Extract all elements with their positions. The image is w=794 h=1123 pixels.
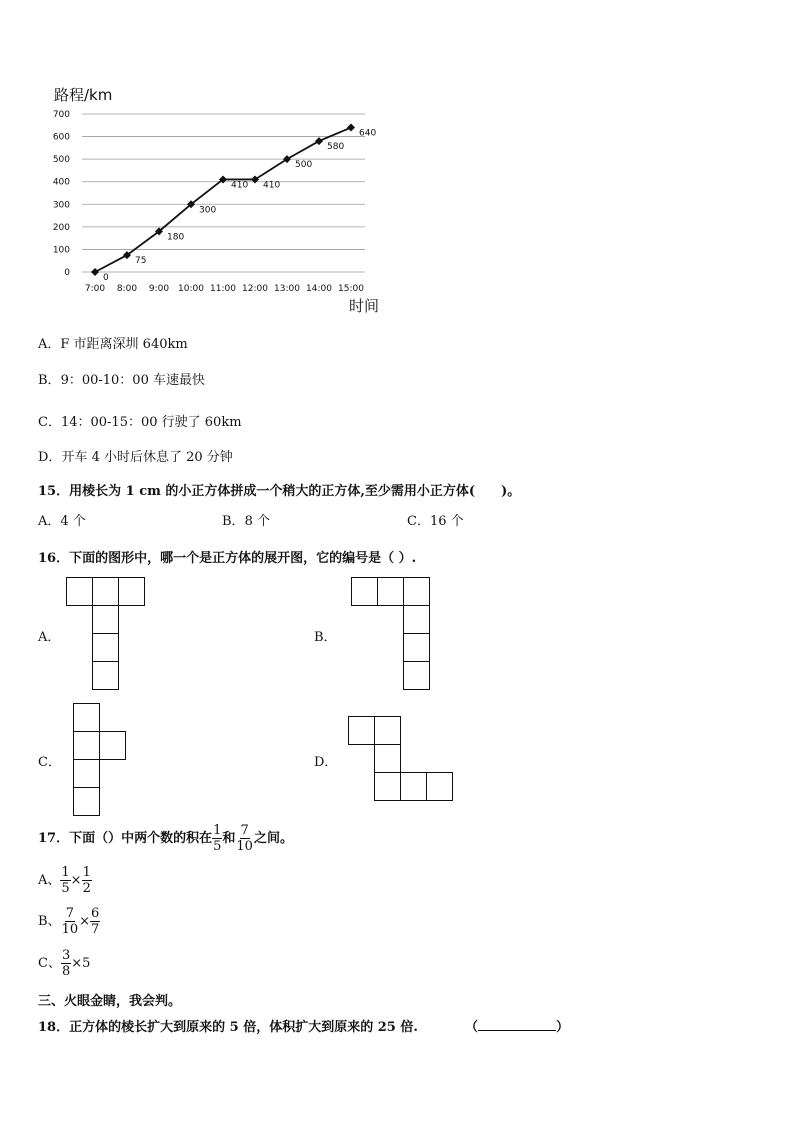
question-text: 之间。: [253, 831, 293, 846]
option-text: F 市距离深圳 640km: [60, 337, 188, 352]
times-five: ×5: [71, 956, 91, 971]
x-tick-label: 15:00: [338, 284, 364, 294]
distance-series: [91, 124, 376, 283]
answer-line[interactable]: [478, 1018, 556, 1031]
net-a: [60, 572, 160, 694]
data-label: 410: [231, 180, 249, 191]
option-letter: B．: [38, 373, 61, 388]
net-c: [68, 698, 132, 820]
option-letter: C．: [407, 514, 430, 529]
option-text: 9：00-10：00 车速最快: [60, 373, 205, 388]
q15-option-c: [407, 510, 464, 529]
option-text: 14：00-15：00 行驶了 60km: [60, 415, 242, 430]
net-d: [343, 711, 461, 805]
chart-gridlines: [82, 114, 365, 272]
q14-option-d: [38, 446, 233, 465]
question-text: 下面（）中两个数的积在: [69, 831, 213, 846]
y-tick-label: 100: [52, 245, 70, 256]
fraction-seven-tenths: [235, 824, 254, 853]
net-d-label: D．: [314, 755, 338, 770]
times-sign: ×: [70, 873, 82, 888]
option-letter: C、: [38, 956, 61, 971]
question-18: [38, 1016, 418, 1035]
option-letter: B、: [38, 914, 61, 929]
question-number: 15．: [38, 484, 70, 499]
q14-option-c: [38, 411, 242, 430]
x-tick-label: 11:00: [210, 284, 236, 294]
fraction: [61, 907, 80, 936]
numerator: 7: [65, 906, 74, 921]
fraction: [60, 866, 70, 895]
denominator: 7: [91, 922, 100, 937]
option-text: 4 个: [60, 514, 86, 529]
y-tick-label: 300: [52, 200, 70, 211]
q15-option-b: [222, 510, 270, 529]
x-tick-label: 10:00: [178, 284, 204, 294]
fraction-one-fifth: [212, 824, 222, 853]
net-b: [345, 572, 445, 694]
paren-close: ）: [556, 1020, 570, 1035]
fraction: [61, 949, 71, 978]
question-text: 用棱长为 1 cm 的小正方体拼成一个稍大的正方体,至少需用小正方体( )。: [69, 484, 521, 499]
x-tick-label: 14:00: [306, 284, 332, 294]
x-tick-label: 8:00: [116, 284, 138, 294]
numerator: 1: [213, 823, 222, 838]
question-number: 17．: [38, 831, 70, 846]
distance-time-chart: [40, 80, 400, 320]
q18-answer-blank[interactable]: [465, 1016, 569, 1035]
net-c-label: C．: [38, 755, 61, 770]
data-label: 180: [167, 232, 185, 243]
x-axis-label: 时间: [349, 297, 380, 315]
question-text: 正方体的棱长扩大到原来的 5 倍，体积扩大到原来的 25 倍.: [69, 1020, 418, 1035]
option-text: 8 个: [244, 514, 270, 529]
denominator: 5: [213, 839, 222, 854]
x-tick-label: 9:00: [148, 284, 170, 294]
x-tick-label: 12:00: [242, 284, 268, 294]
data-label: 0: [103, 273, 109, 283]
q15-option-a: [38, 510, 86, 529]
net-a-label: A．: [38, 630, 61, 645]
data-label: 300: [199, 205, 217, 216]
y-tick-label: 700: [52, 110, 70, 120]
question-number: 18．: [38, 1020, 70, 1035]
fraction: [90, 907, 100, 936]
y-tick-label: 400: [52, 177, 70, 188]
numerator: 6: [91, 906, 100, 921]
series-line: [95, 128, 351, 272]
denominator: 10: [61, 922, 79, 937]
question-text: 和: [222, 831, 236, 846]
paren-open: （: [465, 1020, 479, 1035]
numerator: 3: [61, 948, 71, 963]
data-point: [91, 268, 99, 276]
option-letter: C．: [38, 415, 61, 430]
q17-option-c: [38, 949, 90, 978]
y-tick-labels: [53, 110, 70, 278]
y-axis-label: 路程/km: [54, 86, 113, 104]
option-letter: A．: [38, 514, 61, 529]
fraction: [82, 866, 92, 895]
option-text: 开车 4 小时后休息了 20 分钟: [61, 450, 233, 465]
option-text: 16 个: [429, 514, 464, 529]
data-label: 580: [327, 142, 345, 153]
times-sign: ×: [79, 914, 91, 929]
question-number: 16．: [38, 551, 70, 566]
x-tick-label: 13:00: [274, 284, 300, 294]
data-point: [347, 124, 355, 132]
denominator: 2: [82, 881, 91, 896]
question-15: [38, 480, 520, 499]
x-tick-label: 7:00: [84, 284, 106, 294]
y-tick-label: 600: [52, 132, 70, 143]
data-label: 75: [135, 256, 147, 267]
y-tick-label: 200: [52, 222, 70, 233]
numerator: 1: [61, 865, 70, 880]
q17-option-b: [38, 907, 100, 936]
q14-option-a: [38, 333, 188, 352]
denominator: 10: [236, 839, 253, 854]
data-label: 500: [295, 160, 313, 171]
y-tick-label: 0: [64, 268, 70, 278]
option-letter: D．: [38, 450, 62, 465]
question-text: 下面的图形中，哪一个是正方体的展开图，它的编号是（ ）.: [69, 551, 417, 566]
question-17: [38, 824, 293, 853]
net-b-label: B．: [314, 630, 337, 645]
question-16: [38, 547, 416, 566]
denominator: 8: [61, 964, 71, 979]
y-tick-label: 500: [52, 155, 70, 166]
section-3-heading: 三、火眼金睛，我会判。: [38, 994, 182, 1009]
q17-option-a: [38, 866, 92, 895]
numerator: 1: [82, 865, 91, 880]
denominator: 5: [61, 881, 70, 896]
data-point: [315, 137, 323, 145]
x-tick-labels: [85, 284, 364, 294]
option-letter: A、: [38, 873, 61, 888]
option-letter: B．: [222, 514, 245, 529]
q14-option-b: [38, 369, 205, 388]
numerator: 7: [240, 823, 249, 838]
option-letter: A．: [38, 337, 61, 352]
data-label: 640: [359, 128, 377, 139]
data-label: 410: [263, 180, 281, 191]
